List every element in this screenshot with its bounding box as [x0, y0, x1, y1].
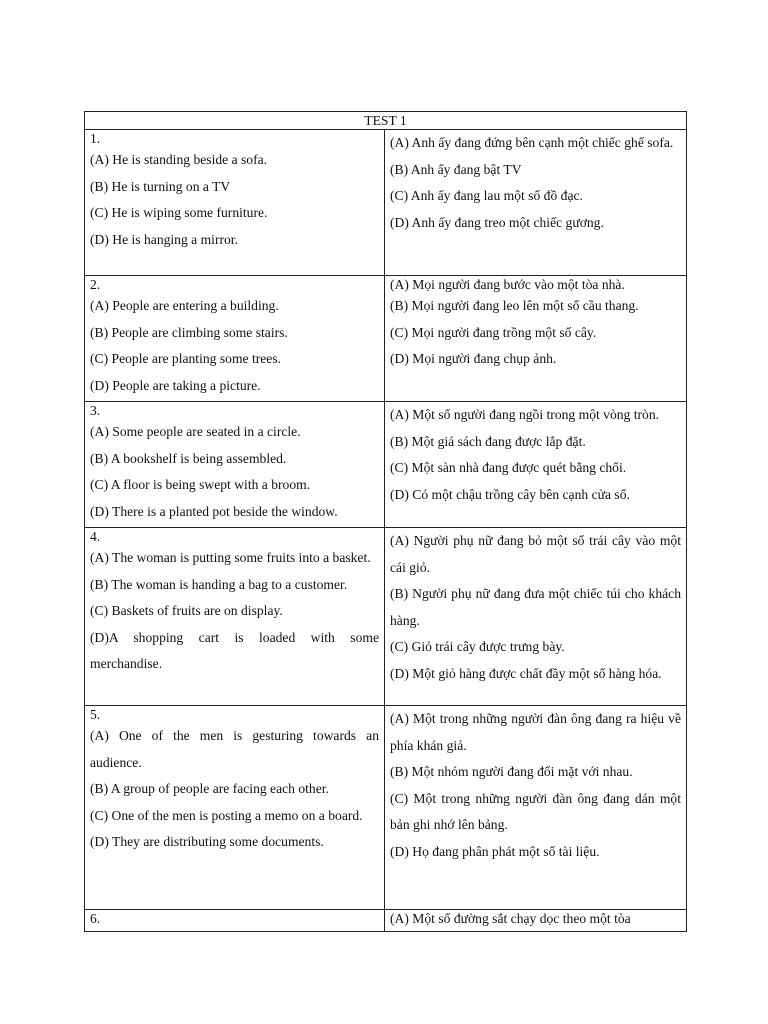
vietnamese-option: (A) Người phụ nữ đang bỏ một số trái cây vào một cái giỏ. [390, 533, 682, 575]
question-number: 2. [90, 277, 101, 292]
vietnamese-cell [385, 910, 687, 932]
english-option: (B) A bookshelf is being assembled. [90, 450, 287, 466]
vietnamese-option: (C) Một sàn nhà đang được quét bằng chổi. [390, 460, 627, 475]
vietnamese-option: (C) Một trong những người đàn ông đang dán một bản ghi nhớ lên bảng. [390, 790, 682, 832]
vietnamese-cell [385, 402, 687, 528]
english-option: (B) The woman is handing a bag to a customer. [90, 576, 348, 592]
english-option: (B) People are climbing some stairs. [90, 324, 288, 340]
english-option: (D)A shopping cart is loaded with some merchandise. [90, 629, 379, 671]
question-number: 4. [90, 529, 101, 544]
english-option: (D) There is a planted pot beside the window. [90, 503, 338, 519]
english-option: (C) A floor is being swept with a broom. [90, 477, 311, 492]
english-option: (D) They are distributing some documents. [90, 834, 324, 849]
question-row [85, 706, 687, 910]
english-option: (C) Baskets of fruits are on display. [90, 603, 283, 618]
test-document [84, 111, 686, 932]
english-cell [85, 276, 385, 402]
vietnamese-option: (D) Anh ấy đang treo một chiếc gương. [390, 214, 604, 230]
vietnamese-option: (A) Anh ấy đang đứng bên cạnh một chiếc ghế sofa. [390, 135, 674, 150]
test-title: TEST 1 [85, 112, 687, 130]
vietnamese-option: (A) Một số người đang ngồi trong một vòng tròn. [390, 407, 660, 422]
vietnamese-option: (B) Người phụ nữ đang đưa một chiếc túi cho khách hàng. [390, 586, 682, 628]
english-option: (A) One of the men is gesturing towards an audience. [90, 728, 379, 770]
vietnamese-cell [385, 528, 687, 706]
vietnamese-option: (D) Họ đang phân phát một số tài liệu. [390, 843, 600, 859]
vietnamese-option: (B) Anh ấy đang bật TV [390, 161, 522, 177]
english-cell [85, 528, 385, 706]
test-table [84, 111, 687, 932]
english-option: (D) People are taking a picture. [90, 377, 261, 393]
vietnamese-option: (A) Một trong những người đàn ông đang ra hiệu về phía khán giả. [390, 711, 682, 753]
vietnamese-option: (A) Mọi người đang bước vào một tòa nhà. [390, 277, 625, 292]
english-option: (B) A group of people are facing each other. [90, 781, 329, 796]
english-cell [85, 706, 385, 910]
question-row [85, 130, 687, 276]
question-number: 5. [90, 707, 101, 722]
english-option: (A) People are entering a building. [90, 298, 279, 313]
vietnamese-option: (C) Anh ấy đang lau một số đồ đạc. [390, 188, 583, 203]
vietnamese-cell [385, 130, 687, 276]
question-number: 1. [90, 131, 101, 146]
vietnamese-option: (A) Một số đường sắt chạy dọc theo một tòa [390, 911, 631, 926]
question-row [85, 402, 687, 528]
question-row [85, 276, 687, 402]
vietnamese-option: (B) Một nhóm người đang đối mặt với nhau. [390, 764, 633, 779]
english-option: (A) He is standing beside a sofa. [90, 152, 268, 167]
question-number: 3. [90, 403, 101, 418]
english-option: (C) He is wiping some furniture. [90, 205, 268, 220]
english-option: (A) Some people are seated in a circle. [90, 424, 301, 439]
vietnamese-option: (B) Mọi người đang leo lên một số cầu thang. [390, 298, 639, 313]
title-row [85, 112, 687, 130]
english-cell [85, 130, 385, 276]
english-cell [85, 402, 385, 528]
english-option: (A) The woman is putting some fruits into a basket. [90, 550, 371, 565]
english-option: (C) People are planting some trees. [90, 351, 282, 366]
vietnamese-cell [385, 276, 687, 402]
vietnamese-option: (B) Một giá sách đang được lắp đặt. [390, 433, 586, 449]
english-cell [85, 910, 385, 932]
vietnamese-option: (D) Mọi người đang chụp ảnh. [390, 351, 557, 366]
vietnamese-option: (D) Một giỏ hàng được chất đầy một số hàng hóa. [390, 665, 662, 681]
question-row [85, 910, 687, 932]
vietnamese-option: (C) Mọi người đang trồng một số cây. [390, 324, 597, 340]
english-option: (C) One of the men is posting a memo on a board. [90, 807, 363, 823]
vietnamese-option: (C) Giỏ trái cây được trưng bày. [390, 639, 565, 654]
english-option: (B) He is turning on a TV [90, 178, 231, 194]
english-option: (D) He is hanging a mirror. [90, 231, 238, 247]
vietnamese-cell [385, 706, 687, 910]
question-row [85, 528, 687, 706]
vietnamese-option: (D) Có một chậu trồng cây bên cạnh cửa sổ. [390, 486, 630, 502]
question-number: 6. [90, 911, 101, 926]
